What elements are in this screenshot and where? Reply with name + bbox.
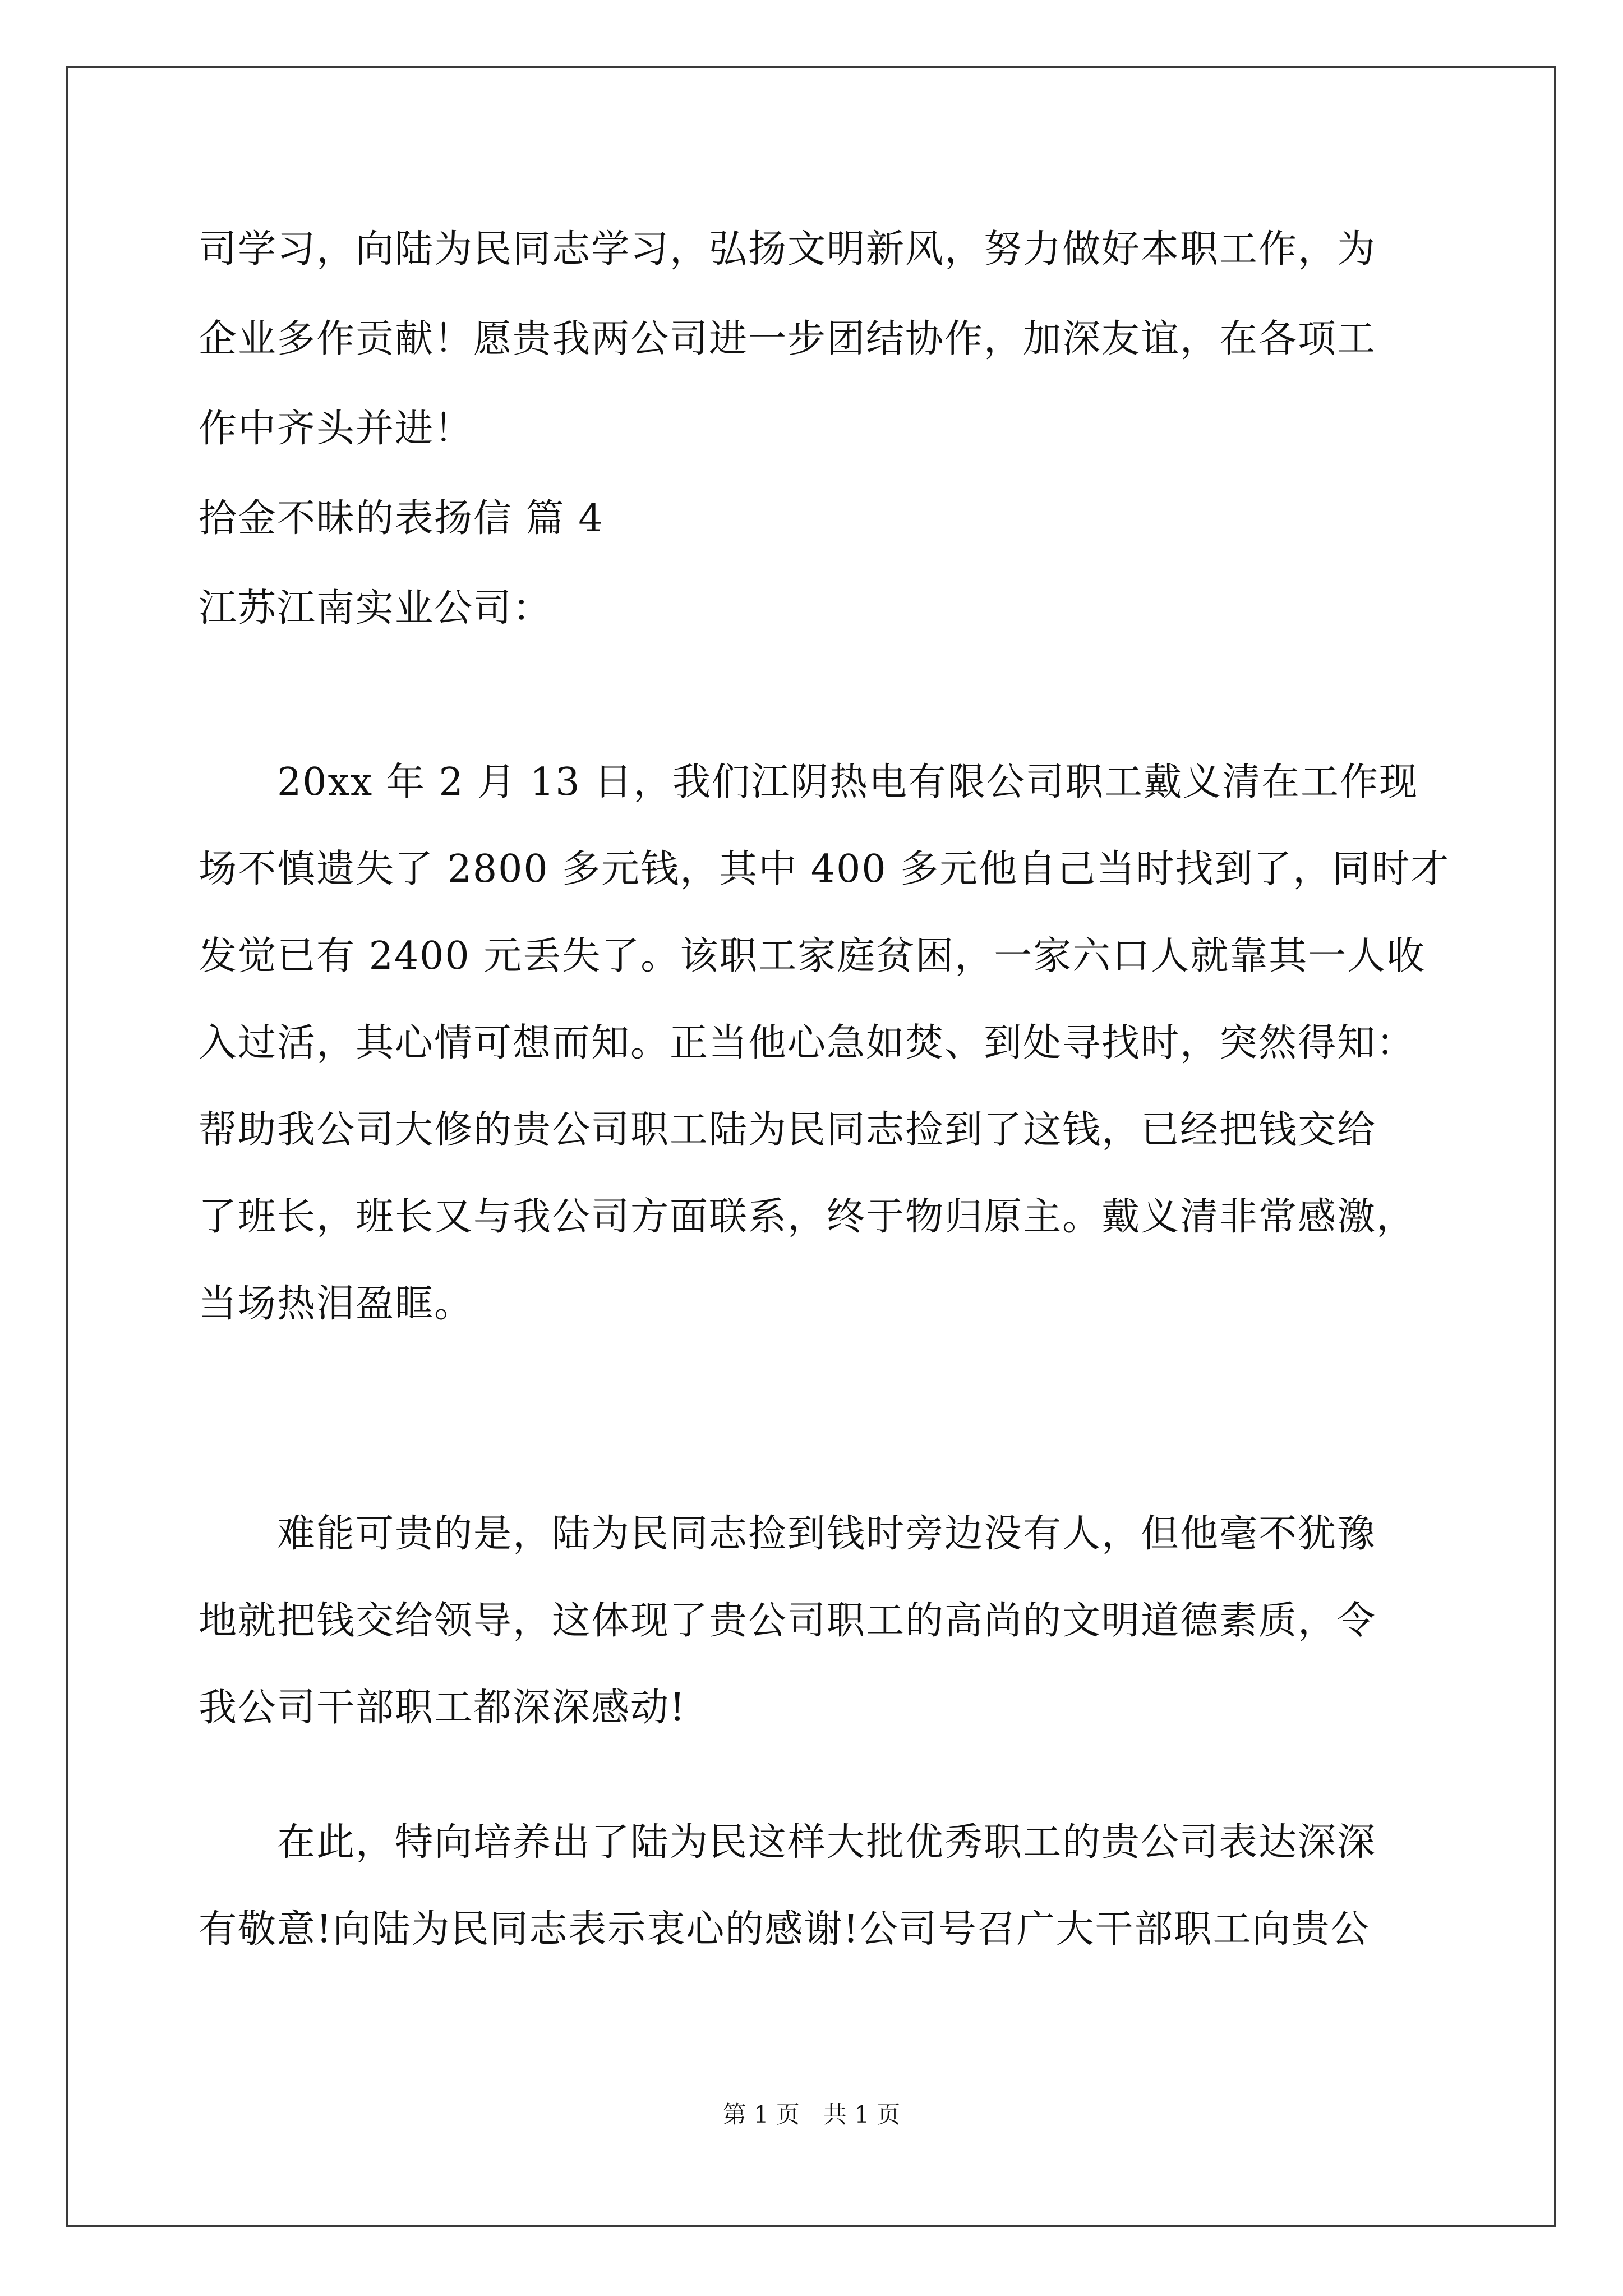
text-line: 作中齐头并进！: [199, 407, 474, 451]
text-line: 地就把钱交给领导，这体现了贵公司职工的高尚的文明道德素质，令: [199, 1599, 1377, 1643]
text-line: 入过活，其心情可想而知。正当他心急如焚、到处寻找时，突然得知：: [199, 1021, 1416, 1065]
text-line: 有敬意!向陆为民同志表示衷心的感谢!公司号召广大干部职工向贵公: [199, 1907, 1370, 1952]
text-line: 我公司干部职工都深深感动!: [199, 1686, 686, 1730]
text-line: 帮助我公司大修的贵公司职工陆为民同志捡到了这钱，已经把钱交给: [199, 1108, 1377, 1152]
text-line: 场不慎遗失了 2800 多元钱，其中 400 多元他自己当时找到了，同时才: [199, 847, 1450, 891]
salutation: 江苏江南实业公司：: [199, 586, 552, 631]
section-heading: 拾金不昧的表扬信 篇 4: [199, 496, 604, 541]
text-line: 企业多作贡献！愿贵我两公司进一步团结协作，加深友谊，在各项工: [199, 317, 1377, 361]
text-line: 发觉已有 2400 元丢失了。该职工家庭贫困，一家六口人就靠其一人收: [199, 934, 1426, 978]
text-line: 在此，特向培养出了陆为民这样大批优秀职工的贵公司表达深深: [277, 1820, 1377, 1865]
text-line: 了班长，班长又与我公司方面联系，终于物归原主。戴义清非常感激，: [199, 1195, 1416, 1239]
text-line: 当场热泪盈眶。: [199, 1282, 474, 1326]
page-footer: 第 1 页 共 1 页: [722, 2101, 901, 2128]
text-line: 20xx 年 2 月 13 日，我们江阴热电有限公司职工戴义清在工作现: [277, 760, 1419, 804]
text-line: 司学习，向陆为民同志学习，弘扬文明新风，努力做好本职工作，为: [199, 227, 1377, 272]
text-line: 难能可贵的是，陆为民同志捡到钱时旁边没有人，但他毫不犹豫: [277, 1512, 1377, 1556]
